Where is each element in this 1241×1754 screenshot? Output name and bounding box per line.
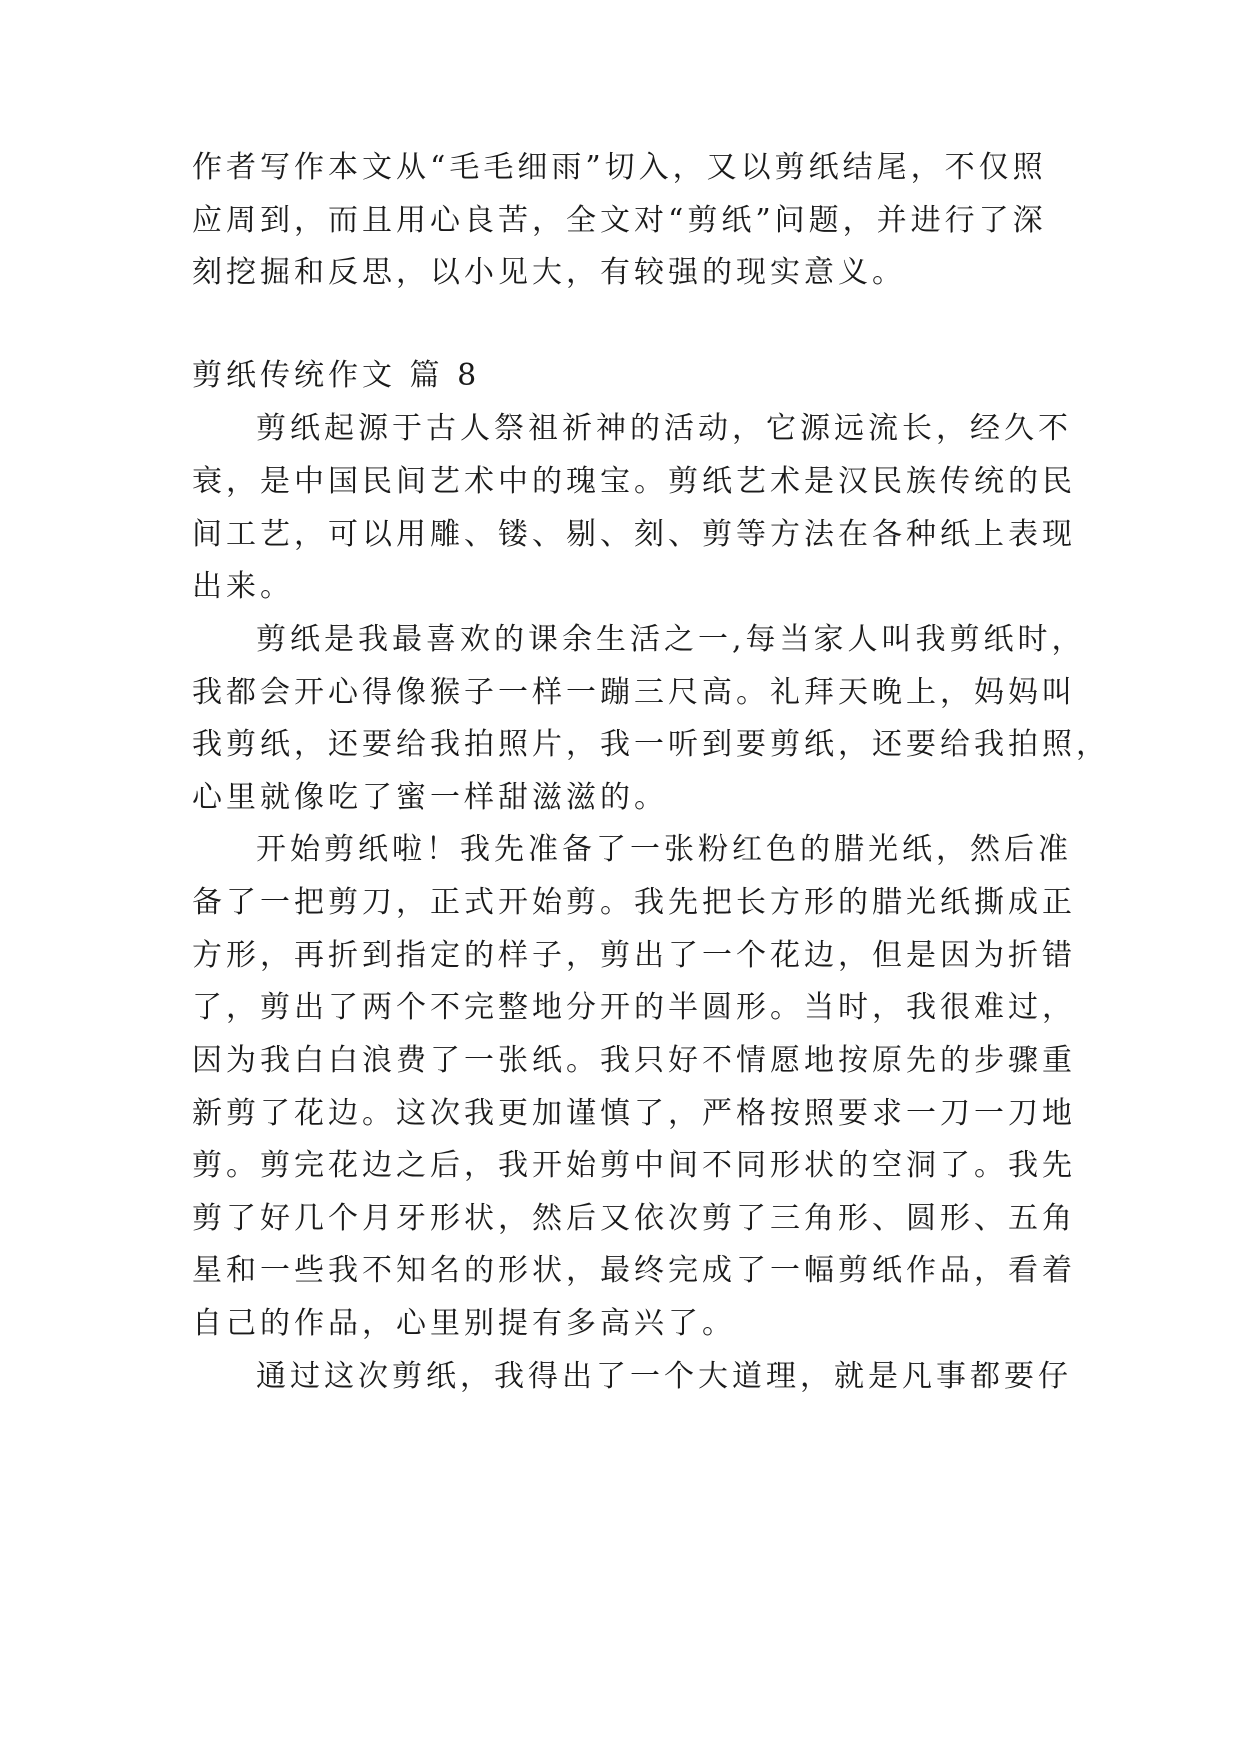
- paragraph-line: 通过这次剪纸，我得出了一个大道理，就是凡事都要仔: [256, 1359, 1072, 1394]
- paragraph-line: 星和一些我不知名的形状，最终完成了一幅剪纸作品，看着: [192, 1253, 1076, 1288]
- paragraph-line: 开始剪纸啦！我先准备了一张粉红色的腊光纸，然后准: [256, 832, 1072, 867]
- intro-line: 应周到，而且用心良苦，全文对“剪纸”问题，并进行了深: [192, 203, 1047, 238]
- section-heading: 剪纸传统作文 篇 8: [192, 358, 481, 393]
- paragraph-line: 间工艺，可以用雕、镂、剔、刻、剪等方法在各种纸上表现: [192, 517, 1076, 552]
- paragraph-line: 剪纸起源于古人祭祖祈神的活动，它源远流长，经久不: [256, 411, 1072, 446]
- paragraph-line: 衰，是中国民间艺术中的瑰宝。剪纸艺术是汉民族传统的民: [192, 464, 1076, 499]
- paragraph-line: 了，剪出了两个不完整地分开的半圆形。当时，我很难过，: [192, 990, 1076, 1025]
- paragraph-line: 出来。: [192, 569, 294, 604]
- paragraph-line: 剪。剪完花边之后，我开始剪中间不同形状的空洞了。我先: [192, 1148, 1076, 1183]
- paragraph-line: 我剪纸，还要给我拍照片，我一听到要剪纸，还要给我拍照，: [192, 727, 1110, 762]
- paragraph-line: 心里就像吃了蜜一样甜滋滋的。: [192, 780, 668, 815]
- paragraph-line: 剪纸是我最喜欢的课余生活之一,每当家人叫我剪纸时，: [256, 622, 1086, 657]
- intro-line: 刻挖掘和反思，以小见大，有较强的现实意义。: [192, 255, 906, 290]
- paragraph-line: 剪了好几个月牙形状，然后又依次剪了三角形、圆形、五角: [192, 1201, 1076, 1236]
- paragraph-line: 因为我白白浪费了一张纸。我只好不情愿地按原先的步骤重: [192, 1043, 1076, 1078]
- paragraph-line: 备了一把剪刀，正式开始剪。我先把长方形的腊光纸撕成正: [192, 885, 1076, 920]
- paragraph-line: 方形，再折到指定的样子，剪出了一个花边，但是因为折错: [192, 938, 1076, 973]
- paragraph-line: 新剪了花边。这次我更加谨慎了，严格按照要求一刀一刀地: [192, 1096, 1076, 1131]
- paragraph-line: 自己的作品，心里别提有多高兴了。: [192, 1306, 736, 1341]
- paragraph-line: 我都会开心得像猴子一样一蹦三尺高。礼拜天晚上，妈妈叫: [192, 675, 1076, 710]
- intro-line: 作者写作本文从“毛毛细雨”切入，又以剪纸结尾，不仅照: [192, 150, 1047, 185]
